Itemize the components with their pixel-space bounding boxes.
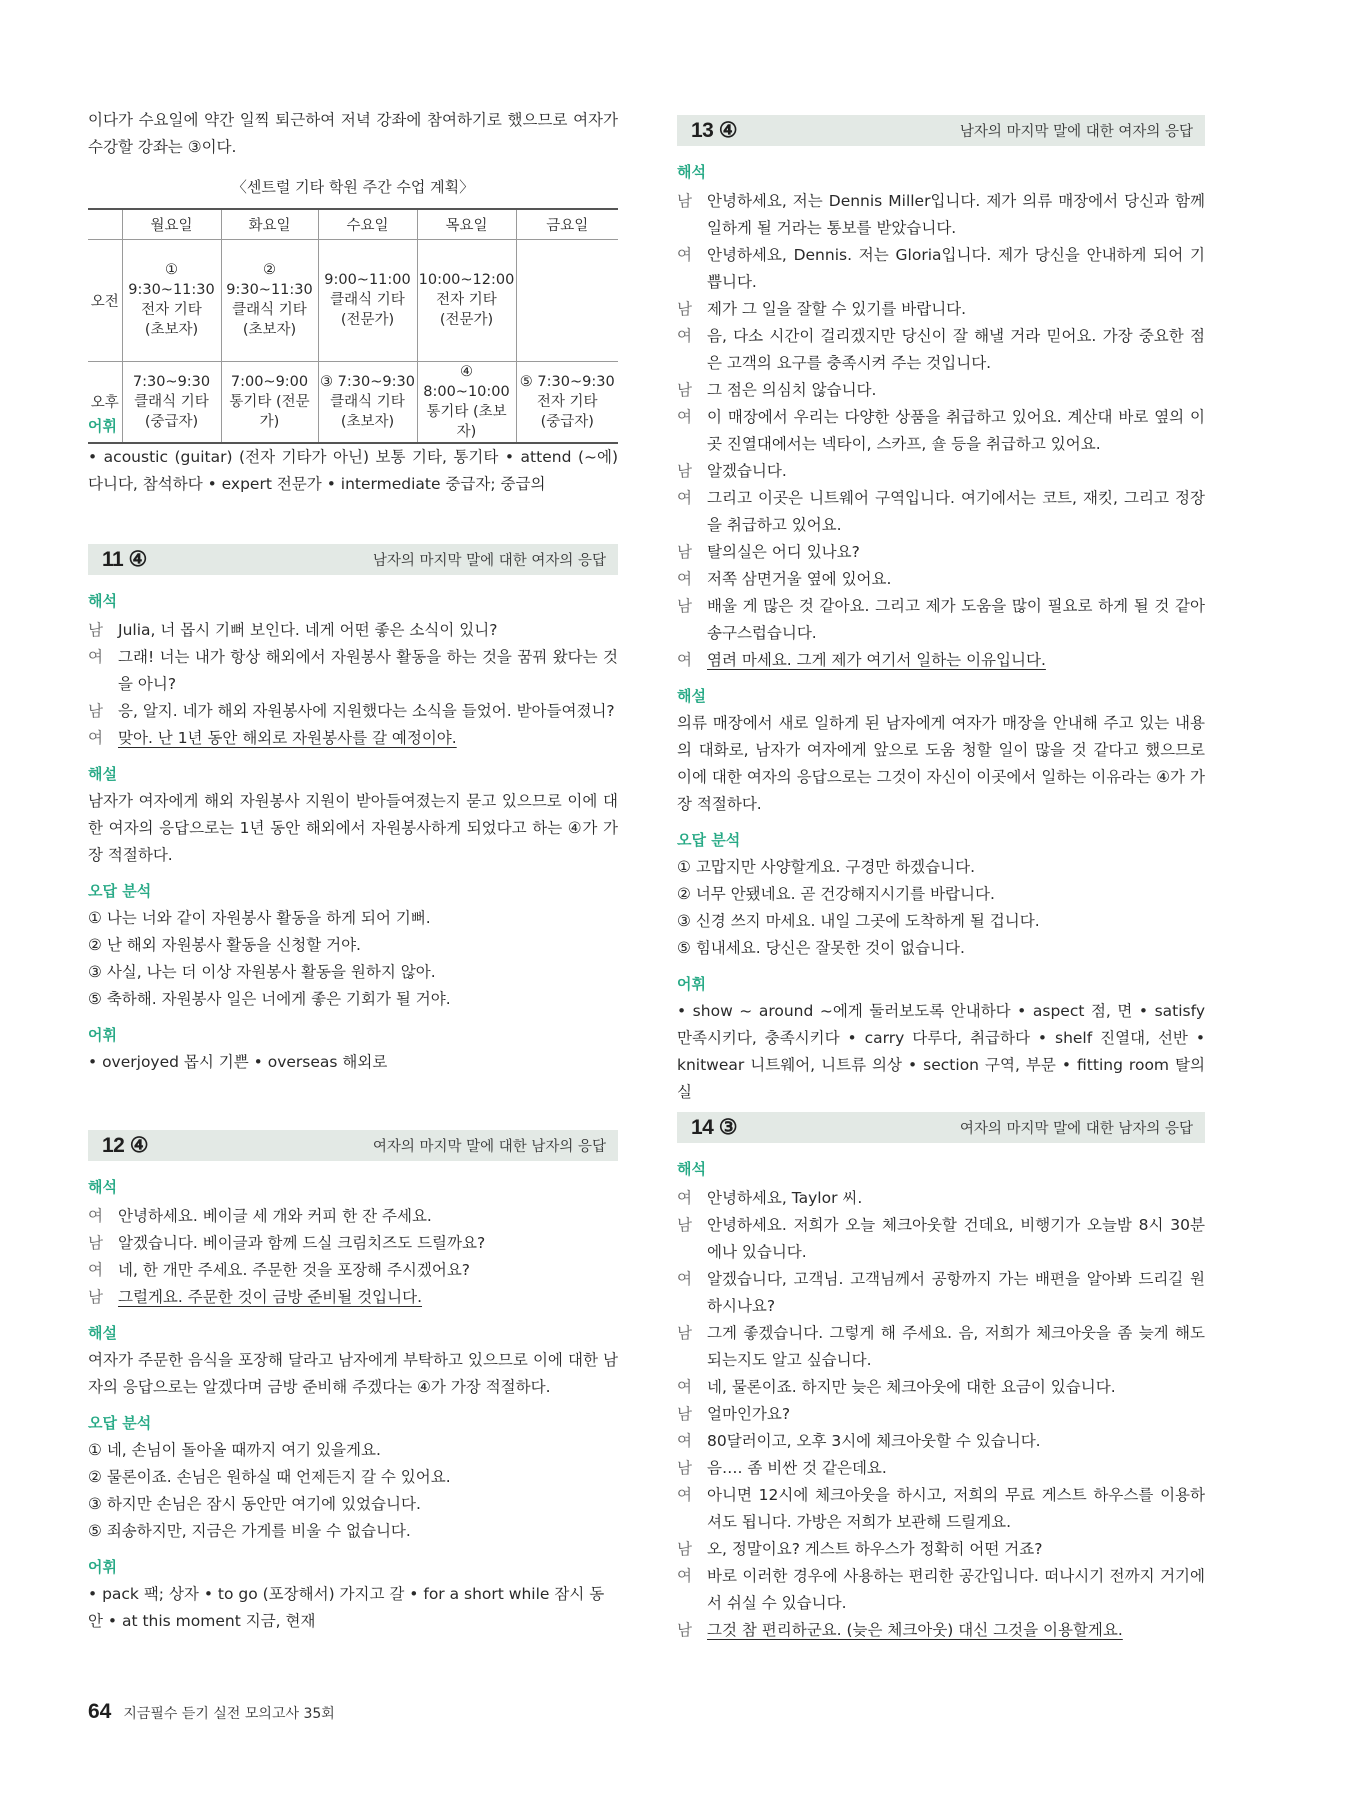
wrong-label: 오답 분석	[88, 1414, 152, 1432]
table-cell: ① 9:30~11:30 전자 기타 (초보자)	[122, 239, 221, 361]
table-title: 〈센트럴 기타 학원 주간 수업 계획〉	[231, 178, 475, 196]
section-header	[88, 544, 618, 575]
question-number: 13 ④	[691, 119, 738, 142]
dialogue-line: 여 안녕하세요. 베이글 세 개와 커피 한 잔 주세요.	[88, 1207, 432, 1225]
dialogue-line: 여 맞아. 난 1년 동안 해외로 자원봉사를 갈 예정이야.	[88, 729, 457, 747]
vocab-label: 어휘	[677, 975, 706, 993]
dialogue-line: 여 아니면 12시에 체크아웃을 하시고, 저희의 무료 게스트 하우스를 이용하셔도 됩니다. 가방은 저희가 보관해 드릴게요.	[677, 1486, 1205, 1531]
dialogue-line: 여 바로 이러한 경우에 사용하는 편리한 공간입니다. 떠나시기 전까지 거기에서 쉬실 수 있습니다.	[677, 1567, 1205, 1612]
table-period: 오전	[88, 239, 122, 361]
question-11	[88, 544, 618, 1076]
table-cell: ④ 8:00~10:00 통기타 (초보자)	[417, 361, 516, 443]
wrong-option: ③ 하지만 손님은 잠시 동안만 여기에 있었습니다.	[88, 1495, 421, 1513]
dialogue-line: 여 알겠습니다, 고객님. 고객님께서 공항까지 가는 배편을 알아봐 드리길 원하시나요?	[677, 1270, 1205, 1315]
wrong-option: ② 난 해외 자원봉사 활동을 신청할 거야.	[88, 936, 361, 954]
intro-text: 이다가 수요일에 약간 일찍 퇴근하여 저녁 강좌에 참여하기로 했으므로 여자가 수강할 강좌는 ③이다.	[88, 111, 618, 156]
wrong-option: ⑤ 축하해. 자원봉사 일은 너에게 좋은 기회가 될 거야.	[88, 990, 451, 1008]
vocab-label: 어휘	[88, 1558, 117, 1576]
wrong-option: ① 고맙지만 사양할게요. 구경만 하겠습니다.	[677, 858, 975, 876]
table-header: 수요일	[318, 209, 417, 239]
table-header: 월요일	[122, 209, 221, 239]
question-number: 12 ④	[102, 1134, 149, 1157]
section-header	[677, 1112, 1205, 1143]
dialogue-line: 여 안녕하세요, Dennis. 저는 Gloria입니다. 제가 당신을 안내하게 되어 기쁩니다.	[677, 246, 1205, 291]
question-type: 남자의 마지막 말에 대한 여자의 응답	[372, 553, 606, 569]
dialogue-line: 남 제가 그 일을 잘할 수 있기를 바랍니다.	[677, 300, 967, 318]
dialogue-line: 여 저쪽 삼면거울 옆에 있어요.	[677, 570, 892, 588]
answer-underline: 맞아. 난 1년 동안 해외로 자원봉사를 갈 예정이야.	[118, 729, 457, 747]
schedule-table	[88, 208, 618, 444]
wrong-option: ② 물론이죠. 손님은 원하실 때 언제든지 갈 수 있어요.	[88, 1468, 451, 1486]
table-cell: ② 9:30~11:30 클래식 기타 (초보자)	[221, 239, 318, 361]
translation-label: 해석	[677, 163, 706, 181]
page-footer	[88, 1700, 335, 1724]
vocab-text: • overjoyed 몹시 기쁜 • overseas 해외로	[88, 1053, 388, 1071]
question-14	[677, 1112, 1205, 1644]
explain-text: 여자가 주문한 음식을 포장해 달라고 남자에게 부탁하고 있으므로 이에 대한 남자의 응답으로는 알겠다며 금방 준비해 주겠다는 ④가 가장 적절하다.	[88, 1351, 618, 1396]
answer-underline: 그럴게요. 주문한 것이 금방 준비될 것입니다.	[118, 1288, 423, 1306]
dialogue-line: 남 얼마인가요?	[677, 1405, 791, 1423]
table-cell-empty	[516, 239, 618, 361]
wrong-option: ① 네, 손님이 돌아올 때까지 여기 있을게요.	[88, 1441, 381, 1459]
explain-label: 해설	[88, 1324, 117, 1342]
dialogue-line: 남 음…. 좀 비싼 것 같은데요.	[677, 1459, 887, 1477]
table-header: 화요일	[221, 209, 318, 239]
question-13	[677, 115, 1205, 1106]
schedule-table-wrap	[88, 208, 618, 444]
dialogue-line: 여 그리고 이곳은 니트웨어 구역입니다. 여기에서는 코트, 재킷, 그리고 정장을 취급하고 있어요.	[677, 489, 1205, 534]
dialogue-line: 남 배울 게 많은 것 같아요. 그리고 제가 도움을 많이 필요로 하게 될 것 같아 송구스럽습니다.	[677, 597, 1205, 642]
question-type: 남자의 마지막 말에 대한 여자의 응답	[959, 124, 1193, 140]
vocab-text: • show ~ around ~에게 둘러보도록 안내하다 • aspect 점, 면 • satisfy 만족시키다, 충족시키다 • carry 다루다, 취급하다 • shelf 진열대, 선반 • knitwear 니트웨어, 니트류 의상 • section 구역, 부문 • fitting room 탈의실	[677, 1002, 1205, 1101]
dialogue-line: 남 오, 정말이요? 게스트 하우스가 정확히 어떤 거죠?	[677, 1540, 1043, 1558]
dialogue-line: 남 안녕하세요, 저는 Dennis Miller입니다. 제가 의류 매장에서 당신과 함께 일하게 될 거라는 통보를 받았습니다.	[677, 192, 1205, 237]
table-header: 금요일	[516, 209, 618, 239]
translation-label: 해석	[677, 1160, 706, 1178]
table-cell: ③ 7:30~9:30 클래식 기타 (초보자)	[318, 361, 417, 443]
dialogue-line: 여 염려 마세요. 그게 제가 여기서 일하는 이유입니다.	[677, 651, 1046, 669]
explain-text: 의류 매장에서 새로 일하게 된 남자에게 여자가 매장을 안내해 주고 있는 내용의 대화로, 남자가 여자에게 앞으로 도움 청할 일이 많을 것 같다고 했으므로 이에 대한 여자의 응답으로는 그것이 자신이 이곳에서 일하는 이유라는 ④가 가장 적절하다.	[677, 714, 1205, 813]
dialogue-line: 남 응, 알지. 네가 해외 자원봉사에 지원했다는 소식을 들었어. 받아들여졌니?	[88, 702, 615, 720]
book-title: 지금필수 듣기 실전 모의고사 35회	[123, 1706, 335, 1722]
question-number: 14 ③	[691, 1116, 738, 1139]
vocab-label: 어휘	[88, 417, 117, 435]
translation-label: 해석	[88, 592, 117, 610]
table-period: 오후	[88, 361, 122, 443]
table-cell: 7:00~9:00 통기타 (전문가)	[221, 361, 318, 443]
dialogue-line: 남 알겠습니다. 베이글과 함께 드실 크림치즈도 드릴까요?	[88, 1234, 486, 1252]
dialogue-line: 여 음, 다소 시간이 걸리겠지만 당신이 잘 해낼 거라 믿어요. 가장 중요한 점은 고객의 요구를 충족시켜 주는 것입니다.	[677, 327, 1205, 372]
dialogue-line: 여 그래! 너는 내가 항상 해외에서 자원봉사 활동을 하는 것을 꿈꿔 왔다는 것을 아니?	[88, 648, 618, 693]
wrong-option: ③ 신경 쓰지 마세요. 내일 그곳에 도착하게 될 겁니다.	[677, 912, 1040, 930]
vocab-label: 어휘	[88, 1026, 117, 1044]
table-header	[88, 209, 122, 239]
vocab-text: • acoustic (guitar) (전자 기타가 아닌) 보통 기타, 통기타 • attend (~에) 다니다, 참석하다 • expert 전문가 • intermediate 중급자; 중급의	[88, 448, 618, 493]
vocab-text: • pack 팩; 상자 • to go (포장해서) 가지고 갈 • for a short while 잠시 동안 • at this moment 지금, 현재	[88, 1585, 605, 1630]
answer-underline: 그것 참 편리하군요. (늦은 체크아웃) 대신 그것을 이용할게요.	[707, 1621, 1123, 1639]
wrong-option: ③ 사실, 나는 더 이상 자원봉사 활동을 원하지 않아.	[88, 963, 436, 981]
explain-text: 남자가 여자에게 해외 자원봉사 지원이 받아들여졌는지 묻고 있으므로 이에 대한 여자의 응답으로는 1년 동안 해외에서 자원봉사하게 되었다고 하는 ④가 가장 적절하다.	[88, 792, 618, 864]
section-header	[677, 115, 1205, 146]
wrong-option: ② 너무 안됐네요. 곧 건강해지시기를 바랍니다.	[677, 885, 995, 903]
wrong-option: ① 나는 너와 같이 자원봉사 활동을 하게 되어 기뻐.	[88, 909, 431, 927]
question-number: 11 ④	[102, 548, 147, 571]
dialogue-line: 여 안녕하세요, Taylor 씨.	[677, 1189, 863, 1207]
page-number: 64	[88, 1700, 112, 1723]
question-12	[88, 1130, 618, 1635]
explain-label: 해설	[677, 687, 706, 705]
table-cell: 7:30~9:30 클래식 기타 (중급자)	[122, 361, 221, 443]
wrong-label: 오답 분석	[677, 831, 741, 849]
dialogue-line: 남 그것 참 편리하군요. (늦은 체크아웃) 대신 그것을 이용할게요.	[677, 1621, 1123, 1639]
table-cell: 9:00~11:00 클래식 기타 (전문가)	[318, 239, 417, 361]
question-type: 여자의 마지막 말에 대한 남자의 응답	[372, 1139, 606, 1155]
explain-label: 해설	[88, 765, 117, 783]
wrong-option: ⑤ 죄송하지만, 지금은 가게를 비울 수 없습니다.	[88, 1522, 411, 1540]
table-header: 목요일	[417, 209, 516, 239]
answer-underline: 염려 마세요. 그게 제가 여기서 일하는 이유입니다.	[707, 651, 1046, 669]
dialogue-line: 남 안녕하세요. 저희가 오늘 체크아웃할 건데요, 비행기가 오늘밤 8시 30분에나 있습니다.	[677, 1216, 1205, 1261]
dialogue-line: 여 네, 한 개만 주세요. 주문한 것을 포장해 주시겠어요?	[88, 1261, 471, 1279]
dialogue-line: 남 탈의실은 어디 있나요?	[677, 543, 860, 561]
translation-label: 해석	[88, 1178, 117, 1196]
dialogue-line: 여 80달러이고, 오후 3시에 체크아웃할 수 있습니다.	[677, 1432, 1041, 1450]
dialogue-line: 여 네, 물론이죠. 하지만 늦은 체크아웃에 대한 요금이 있습니다.	[677, 1378, 1116, 1396]
section-header	[88, 1130, 618, 1161]
wrong-label: 오답 분석	[88, 882, 152, 900]
dialogue-line: 여 이 매장에서 우리는 다양한 상품을 취급하고 있어요. 계산대 바로 옆의 이곳 진열대에서는 넥타이, 스카프, 숄 등을 취급하고 있어요.	[677, 408, 1205, 453]
table-cell: ⑤ 7:30~9:30 전자 기타 (중급자)	[516, 361, 618, 443]
wrong-option: ⑤ 힘내세요. 당신은 잘못한 것이 없습니다.	[677, 939, 965, 957]
dialogue-line: 남 그게 좋겠습니다. 그렇게 해 주세요. 음, 저희가 체크아웃을 좀 늦게 해도 되는지도 알고 싶습니다.	[677, 1324, 1205, 1369]
table-cell: 10:00~12:00 전자 기타 (전문가)	[417, 239, 516, 361]
dialogue-line: 남 그럴게요. 주문한 것이 금방 준비될 것입니다.	[88, 1288, 423, 1306]
dialogue-line: 남 Julia, 너 몹시 기뻐 보인다. 네게 어떤 좋은 소식이 있니?	[88, 621, 498, 639]
dialogue-line: 남 알겠습니다.	[677, 462, 787, 480]
question-type: 여자의 마지막 말에 대한 남자의 응답	[959, 1121, 1193, 1137]
dialogue-line: 남 그 점은 의심치 않습니다.	[677, 381, 877, 399]
